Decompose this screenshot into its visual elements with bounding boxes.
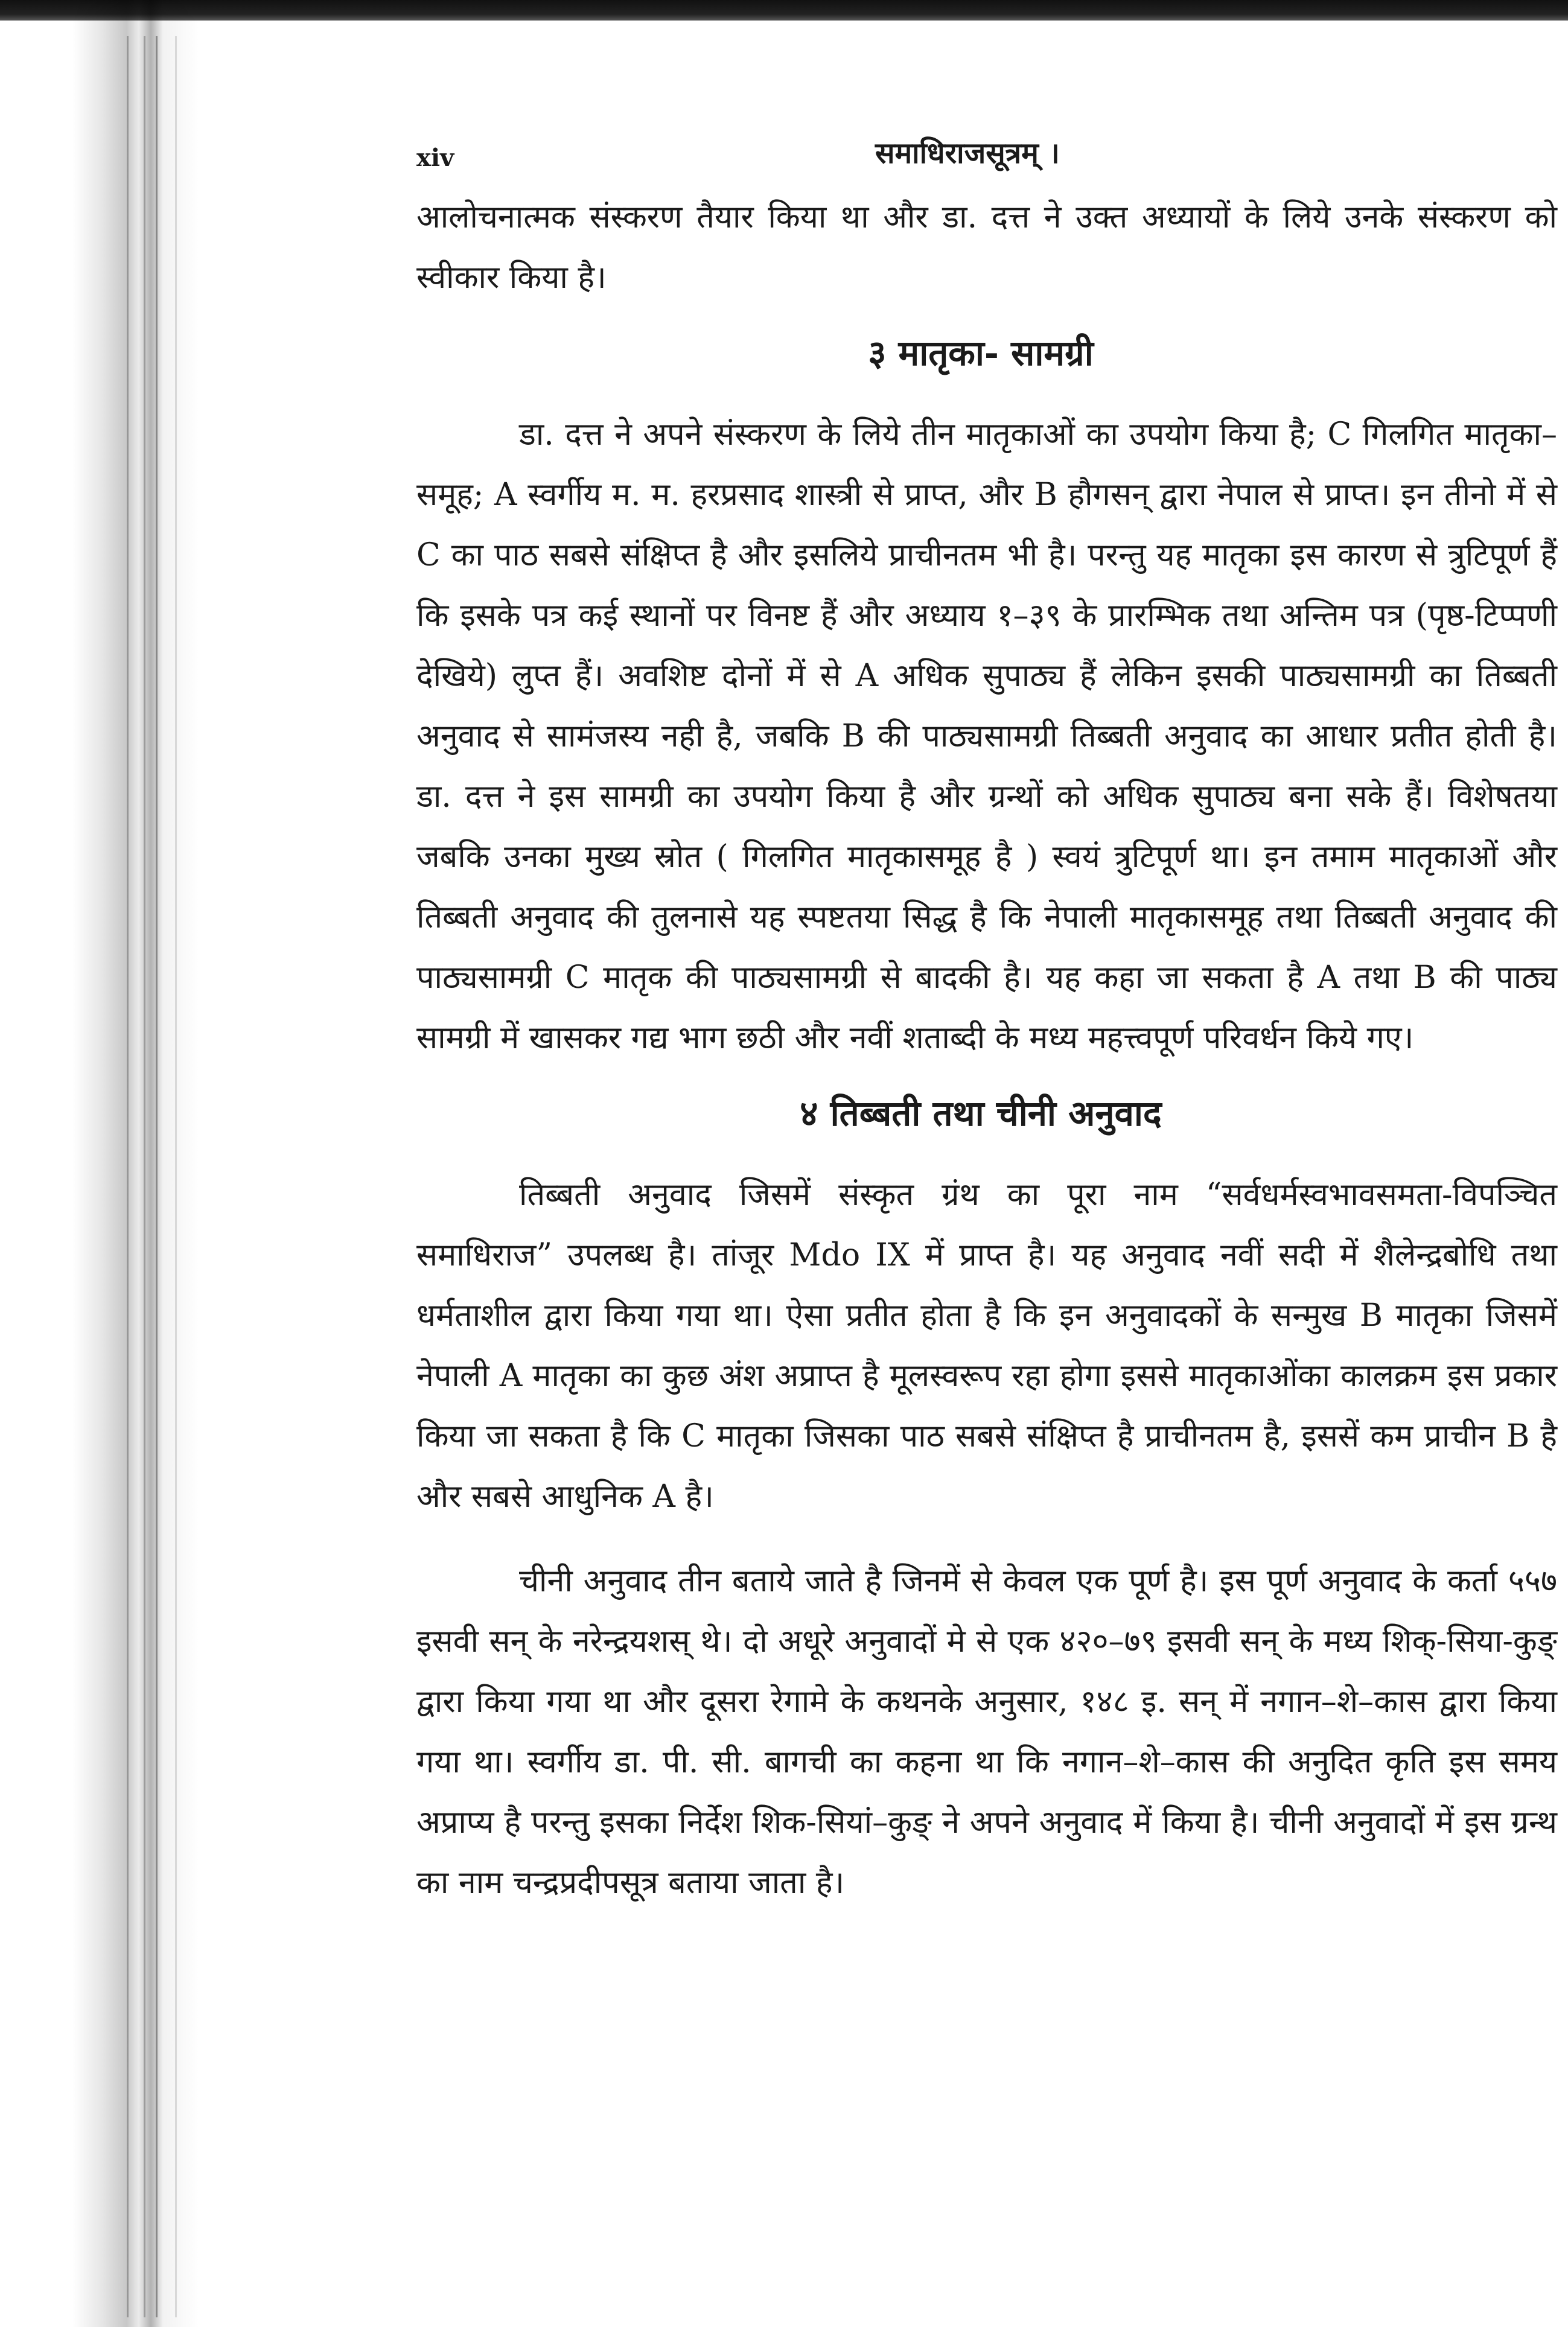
binding-line [175,36,177,2317]
binding-line [127,36,129,2317]
intro-paragraph: आलोचनात्मक संस्करण तैयार किया था और डा. दत्त ने उक्त अध्यायों के लिये उनके संस्करण को स्वीकार किया है। [416,199,1557,296]
section-paragraph-manuscripts: डा. दत्त ने अपने संस्करण के लिये तीन मातृकाओं का उपयोग किया है; C गिलगित मातृका–समूह; A स्वर्गीय म. म. हरप्रसाद शास्त्री से प्राप्त, और B हौगसन् द्वारा नेपाल से प्राप्त। इन तीनो में से C का पाठ सबसे संक्षिप्त है और इसलिये प्राचीनतम भी है। परन्तु यह मातृका इस कारण से त्रुटिपूर्ण हैं कि इसके पत्र कई स्थानों पर विनष्ट हैं और अध्याय १–३९ के प्रारम्भिक तथा अन्तिम पत्र (पृष्ठ-टिप्पणी देखिये) लुप्त हैं। अवशिष्ट दोनों में से A अधिक सुपाठ्य हैं लेकिन इसकी पाठ्यसामग्री का तिब्बती अनुवाद से सामंजस्य नही है, जबकि B की पाठ्यसामग्री तिब्बती अनुवाद का आधार प्रतीत होती है। डा. दत्त ने इस सामग्री का उपयोग किया है और ग्रन्थों को अधिक सुपाठ्य बना सके हैं। विशेषतया जबकि उनका मुख्य स्रोत ( गिलगित मातृकासमूह है ) स्वयं त्रुटिपूर्ण था। इन तमाम मातृकाओं और तिब्बती अनुवाद की तुलनासे यह स्पष्टतया सिद्ध है कि नेपाली मातृकासमूह तथा तिब्बती अनुवाद की पाठ्यसामग्री C मातृक की पाठ्यसामग्री से बादकी है। यह कहा जा सकता है A तथा B की पाठ्य सामग्री में खासकर गद्य भाग छठी और नवीं शताब्दी के मध्य महत्त्वपूर्ण परिवर्धन किये गए। [416,416,1557,1056]
binding-line [144,36,145,2317]
section-heading-translations: ४ तिब्बती तथा चीनी अनुवाद [800,1093,1162,1134]
document-page [416,133,1563,1913]
binding-line [156,36,158,2317]
running-title: समाधिराजसूत्रम् । [875,136,1060,170]
page-number: xiv [416,144,454,172]
paragraph-gap [416,1527,1563,1551]
section-heading-manuscripts: ३ मातृका- सामग्री [868,333,1094,374]
scan-top-edge [0,0,1568,21]
book-binding-shadow [0,0,199,2327]
section-paragraph-tibetan: तिब्बती अनुवाद जिसमें संस्कृत ग्रंथ का पूरा नाम “सर्वधर्मस्वभावसमता-विपञ्चित समाधिराज” उपलब्ध है। तांजूर Mdo IX में प्राप्त है। यह अनुवाद नवीं सदी में शैलेन्द्रबोधि तथा धर्मताशील द्वारा किया गया था। ऐसा प्रतीत होता है कि इन अनुवादकों के सन्मुख B मातृका जिसमें नेपाली A मातृका का कुछ अंश अप्राप्त है मूलस्वरूप रहा होगा इससे मातृकाओंका कालक्रम इस प्रकार किया जा सकता है कि C मातृका जिसका पाठ सबसे संक्षिप्त है प्राचीनतम है, इससें कम प्राचीन B है और सबसे आधुनिक A है। [416,1177,1557,1515]
running-header [416,133,1545,187]
section-paragraph-chinese: चीनी अनुवाद तीन बताये जाते है जिनमें से केवल एक पूर्ण है। इस पूर्ण अनुवाद के कर्ता ५५७ इसवी सन् के नरेन्द्रयशस् थे। दो अधूरे अनुवादों मे से एक ४२०–७९ इसवी सन् के मध्य शिक्-सिया-कुङ् द्वारा किया गया था और दूसरा रेगामे के कथनके अनुसार, १४८ इ. सन् में नगान–शे–कास द्वारा किया गया था। स्वर्गीय डा. पी. सी. बागची का कहना था कि नगान–शे–कास की अनुदित कृति इस समय अप्राप्य है परन्तु इसका निर्देश शिक-सियां–कुङ् ने अपने अनुवाद में किया है। चीनी अनुवादों में इस ग्रन्थ का नाम चन्द्रप्रदीपसूत्र बताया जाता है। [416,1563,1557,1901]
